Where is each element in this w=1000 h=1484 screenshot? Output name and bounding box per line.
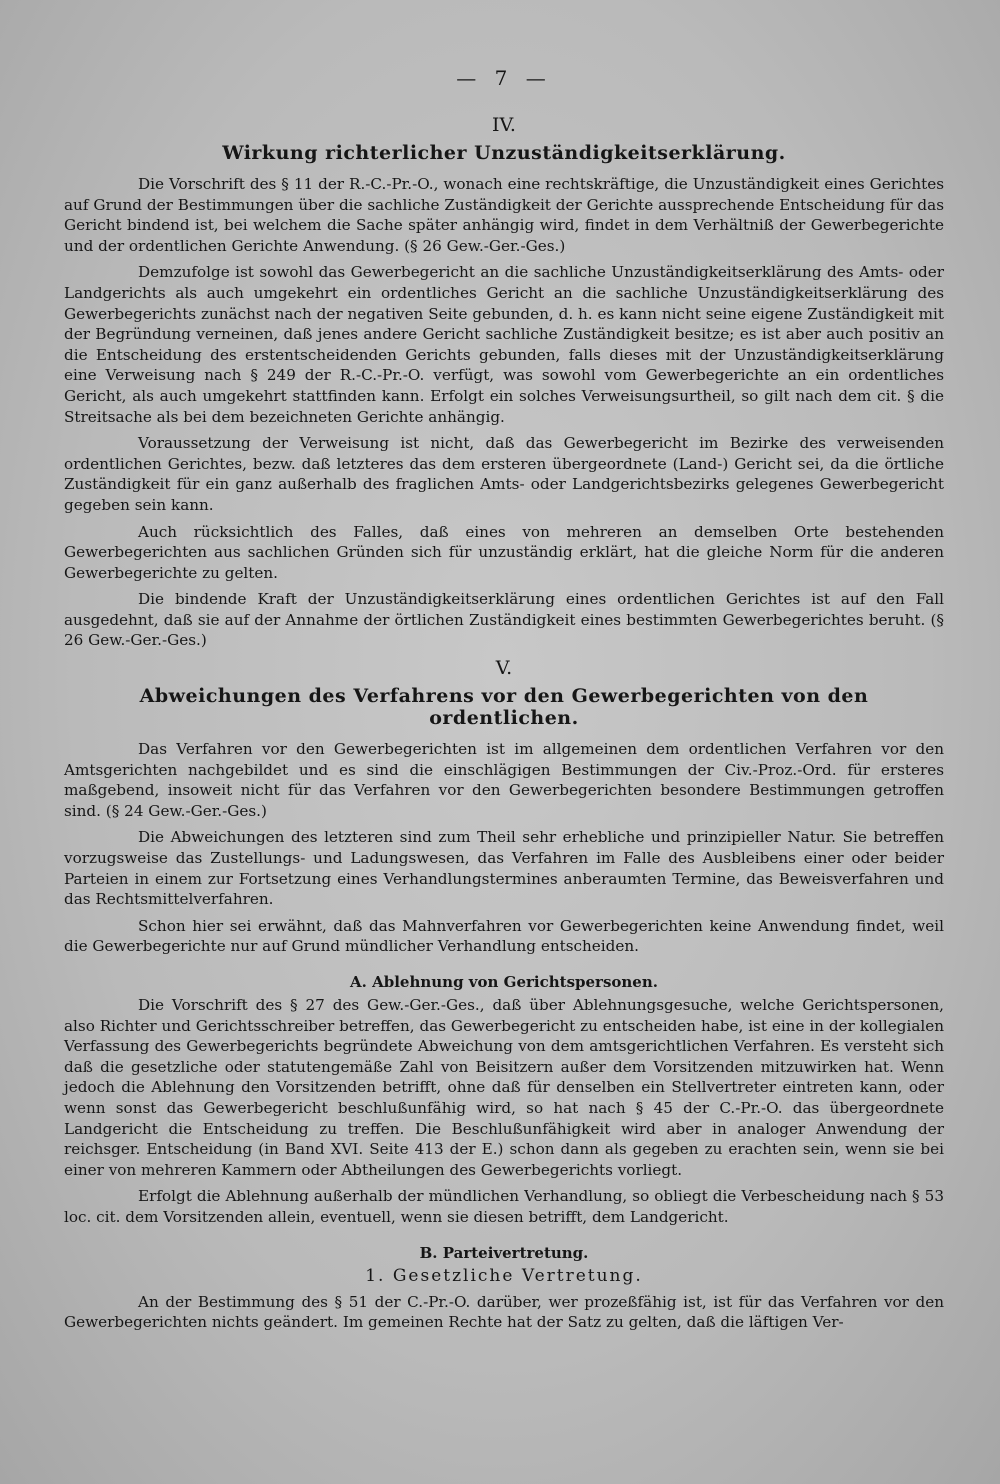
subsection-b-subtitle: 1. Gesetzliche Vertretung. bbox=[365, 1265, 643, 1286]
paragraph: Die Vorschrift des § 11 der R.-C.-Pr.-O., wonach eine rechtskräftige, die Unzuständigkeit eines Gerichtes auf Grund der Bestimmungen über die sachliche Zuständigkeit der Gerichte aussprechende Entscheidung für das Gericht bindend ist, bei welchem die Sache später anhängig wird, findet in dem Verhältniß der Gewerbegerichte und der ordentlichen Gerichte Anwendung. (§ 26 Gew.-Ger.-Ges.) bbox=[64, 175, 944, 255]
section-4-title: Wirkung richterlicher Unzuständigkeitserklärung. bbox=[222, 142, 786, 164]
paragraph: Das Verfahren vor den Gewerbegerichten ist im allgemeinen dem ordentlichen Verfahren vor den Amtsgerichten nachgebildet und es sind die einschlägigen Bestimmungen der Civ.-Proz.-Ord. für ersteres maßgebend, insoweit nicht für das Verfahren vor den Gewerbegerichten besondere Bestimmungen getroffen sind. (§ 24 Gew.-Ger.-Ges.) bbox=[64, 740, 944, 820]
paragraph: Die Abweichungen des letzteren sind zum Theil sehr erhebliche und prinzipieller Natur. Sie betreffen vorzugsweise das Zustellungs- und Ladungswesen, das Verfahren im Falle des Ausbleibens einer oder beider Parteien in einem zur Fortsetzung eines Verhandlungstermines anberaumten Termine, das Beweisverfahren und das Rechtsmittelverfahren. bbox=[64, 828, 944, 909]
paragraph: Demzufolge ist sowohl das Gewerbegericht an die sachliche Unzuständigkeitserklärung des Amts- oder Landgerichts als auch umgekehrt ein ordentliches Gericht an die sachliche Unzuständigkeitserklärung des Gewerbegerichts zunächst nach der negativen Seite gebunden, d. h. es kann nicht seine eigene Zuständigkeit mit der Begründung verneinen, daß jenes andere Gericht sachliche Zuständigkeit besitze; es ist aber auch positiv an die Entscheidung des erstentscheidenden Gerichts gebunden, falls dieses mit der Unzuständigkeitserklärung eine Verweisung nach § 249 der R.-C.-Pr.-O. verfügt, was sowohl vom Gewerbegerichte an ein ordentliches Gericht, als auch umgekehrt stattfinden kann. Erfolgt ein solches Verweisungsurtheil, so gilt nach dem cit. § die Streitsache als bei dem bezeichneten Gerichte anhängig. bbox=[64, 263, 944, 426]
paragraph: Erfolgt die Ablehnung außerhalb der mündlichen Verhandlung, so obliegt die Verbescheidung nach § 53 loc. cit. dem Vorsitzenden allein, eventuell, wenn sie diesen betrifft, dem Landgericht. bbox=[64, 1187, 944, 1226]
paragraph: Die Vorschrift des § 27 des Gew.-Ger.-Ges., daß über Ablehnungsgesuche, welche Gerichtspersonen, also Richter und Gerichtsschreiber betreffen, das Gewerbegericht zu entscheiden habe, ist eine in der kollegialen Verfassung des Gewerbegerichts begründete Abweichung von dem amtsgerichtlichen Verfahren. Es versteht sich daß die gesetzliche oder statutengemäße Zahl von Beisitzern außer dem Vorsitzenden mitzuwirken hat. Wenn jedoch die Ablehnung den Vorsitzenden betrifft, ohne daß für denselben ein Stellvertreter eintreten kann, oder wenn sonst das Gewerbegericht beschlußunfähig wird, so hat nach § 45 der C.-Pr.-O. das übergeordnete Landgericht die Entscheidung zu treffen. Die Beschlußunfähigkeit wird aber in analoger Anwendung der reichsger. Entscheidung (in Band XVI. Seite 413 der E.) schon dann als gegeben zu erachten sein, wenn sie bei einer von mehreren Kammern oder Abtheilungen des Gewerbegerichts vorliegt. bbox=[64, 996, 944, 1179]
page-content bbox=[64, 66, 944, 1339]
paragraph: Auch rücksichtlich des Falles, daß eines von mehreren an demselben Orte bestehenden Gewerbegerichten aus sachlichen Gründen sich für unzuständig erklärt, hat die gleiche Norm für die anderen Gewerbegerichte zu gelten. bbox=[64, 522, 944, 582]
section-5-title: Abweichungen des Verfahrens vor den Gewerbegerichten von den ordentlichen. bbox=[139, 685, 869, 730]
paragraph: Schon hier sei erwähnt, daß das Mahnverfahren vor Gewerbegerichten keine Anwendung findet, weil die Gewerbegerichte nur auf Grund mündlicher Verhandlung entscheiden. bbox=[64, 916, 944, 956]
page-number: — 7 — bbox=[456, 66, 552, 90]
paragraph: An der Bestimmung des § 51 der C.-Pr.-O. darüber, wer prozeßfähig ist, ist für das Verfahren vor den Gewerbegerichten nichts geändert. Im gemeinen Rechte hat der Satz zu gelten, daß die läftigen Ver- bbox=[64, 1292, 944, 1332]
section-4-number: IV. bbox=[492, 114, 516, 136]
subsection-a-title: A. Ablehnung von Gerichtspersonen. bbox=[350, 973, 658, 991]
paragraph: Die bindende Kraft der Unzuständigkeitserklärung eines ordentlichen Gerichtes ist auf den Fall ausgedehnt, daß sie auf der Annahme der örtlichen Zuständigkeit eines bestimmten Gewerbegerichtes beruht. (§ 26 Gew.-Ger.-Ges.) bbox=[64, 590, 944, 650]
section-5-number: V. bbox=[495, 657, 513, 680]
subsection-b-title: B. Parteivertretung. bbox=[419, 1243, 589, 1262]
paragraph: Voraussetzung der Verweisung ist nicht, daß das Gewerbegericht im Bezirke des verweisenden ordentlichen Gerichtes, bezw. daß letzteres das dem ersteren übergeordnete (Land-) Gericht sei, da die örtliche Zuständigkeit für ein ganz außerhalb des fraglichen Amts- oder Landgerichtsbezirks gelegenes Gewerbegericht gegeben sein kann. bbox=[64, 434, 944, 514]
